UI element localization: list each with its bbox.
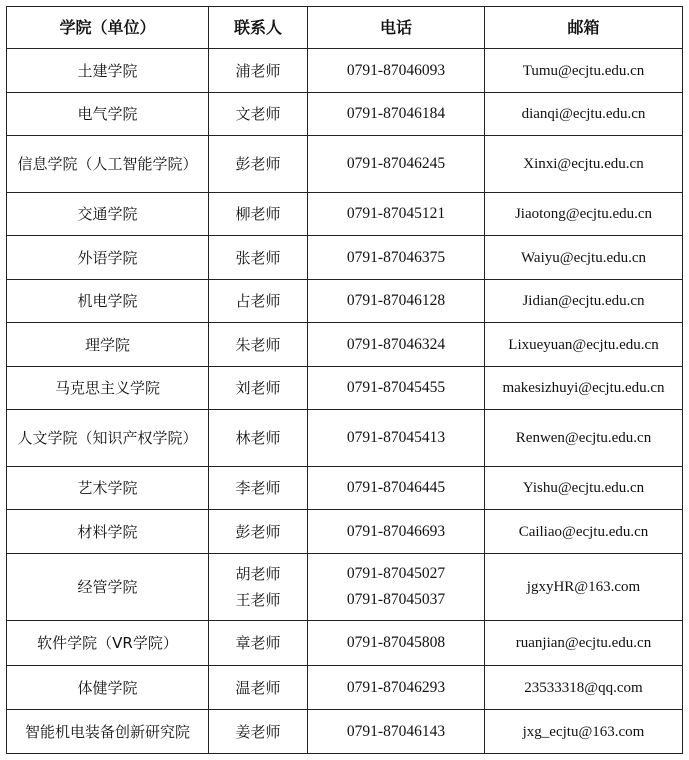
phone-cell [308, 467, 485, 510]
email-cell: Renwen@ecjtu.edu.cn [485, 410, 683, 467]
phone-number: 0791-87046093 [346, 61, 446, 79]
phone-number: 0791-87045027 [346, 565, 446, 582]
college-cell: 外语学院 [7, 236, 209, 280]
contact-name: 刘老师 [235, 379, 281, 397]
table-row [7, 193, 683, 236]
email-cell: Tumu@ecjtu.edu.cn [485, 49, 683, 93]
contact-name: 姜老师 [235, 722, 281, 741]
email-cell: jgxyHR@163.com [485, 554, 683, 621]
phone-number: 0791-87045413 [346, 429, 446, 446]
phone-cell [308, 280, 485, 323]
phone-cell [308, 323, 485, 367]
college-cell: 材料学院 [7, 510, 209, 554]
phone-number: 0791-87045808 [346, 634, 446, 651]
table-row [7, 467, 683, 510]
contact-name: 彭老师 [235, 522, 281, 541]
contact-cell [209, 510, 308, 554]
contact-cell [209, 621, 308, 666]
contact-name: 王老师 [235, 591, 281, 609]
contact-name: 温老师 [235, 678, 281, 697]
contact-name: 张老师 [235, 248, 281, 267]
email-cell: ruanjian@ecjtu.edu.cn [485, 621, 683, 666]
college-cell: 电气学院 [7, 93, 209, 136]
phone-number: 0791-87046324 [346, 335, 446, 353]
college-cell: 人文学院（知识产权学院） [7, 410, 209, 467]
college-cell: 机电学院 [7, 280, 209, 323]
header-college: 学院（单位） [7, 7, 209, 49]
phone-number: 0791-87046128 [346, 292, 446, 309]
table-row [7, 236, 683, 280]
phone-cell [308, 621, 485, 666]
contact-cell [209, 136, 308, 193]
email-cell: jxg_ecjtu@163.com [485, 710, 683, 754]
college-cell: 智能机电装备创新研究院 [7, 710, 209, 754]
contact-cell [209, 193, 308, 236]
email-cell: Yishu@ecjtu.edu.cn [485, 467, 683, 510]
contact-cell [209, 323, 308, 367]
phone-cell [308, 510, 485, 554]
phone-cell [308, 367, 485, 410]
contact-name: 林老师 [235, 429, 281, 447]
contact-cell [209, 467, 308, 510]
contact-table-container [6, 6, 682, 754]
phone-number: 0791-87046375 [346, 248, 446, 266]
email-cell: Xinxi@ecjtu.edu.cn [485, 136, 683, 193]
phone-cell [308, 193, 485, 236]
college-contact-table [6, 6, 683, 754]
contact-cell [209, 410, 308, 467]
table-row [7, 49, 683, 93]
contact-name: 柳老师 [235, 205, 281, 223]
phone-number: 0791-87045037 [346, 591, 446, 608]
college-cell: 信息学院（人工智能学院） [7, 136, 209, 193]
table-row [7, 621, 683, 666]
contact-cell [209, 554, 308, 621]
phone-cell [308, 710, 485, 754]
contact-name: 朱老师 [235, 335, 281, 354]
table-row [7, 710, 683, 754]
college-cell: 软件学院（VR学院） [7, 621, 209, 666]
phone-cell [308, 93, 485, 136]
contact-cell [209, 280, 308, 323]
contact-name: 彭老师 [235, 155, 281, 173]
phone-cell [308, 554, 485, 621]
contact-cell [209, 93, 308, 136]
contact-name: 李老师 [235, 479, 281, 497]
contact-name: 胡老师 [235, 565, 281, 583]
phone-number: 0791-87046445 [346, 479, 446, 496]
table-row [7, 136, 683, 193]
email-cell: Jidian@ecjtu.edu.cn [485, 280, 683, 323]
table-row [7, 666, 683, 710]
table-row [7, 323, 683, 367]
phone-cell [308, 410, 485, 467]
table-row [7, 367, 683, 410]
phone-cell [308, 236, 485, 280]
phone-number: 0791-87045121 [346, 205, 446, 222]
contact-name: 占老师 [235, 292, 281, 310]
header-email: 邮箱 [485, 7, 683, 49]
college-cell: 经管学院 [7, 554, 209, 621]
table-row [7, 510, 683, 554]
table-body [7, 49, 683, 754]
college-cell: 理学院 [7, 323, 209, 367]
email-cell: Jiaotong@ecjtu.edu.cn [485, 193, 683, 236]
email-cell: Waiyu@ecjtu.edu.cn [485, 236, 683, 280]
table-header-row [7, 7, 683, 49]
contact-name: 浦老师 [235, 61, 281, 80]
header-contact: 联系人 [209, 7, 308, 49]
table-row [7, 410, 683, 467]
phone-cell [308, 666, 485, 710]
college-cell: 艺术学院 [7, 467, 209, 510]
contact-cell [209, 367, 308, 410]
contact-name: 章老师 [235, 634, 281, 652]
phone-number: 0791-87046245 [346, 155, 446, 172]
table-row [7, 280, 683, 323]
email-cell: makesizhuyi@ecjtu.edu.cn [485, 367, 683, 410]
phone-number: 0791-87046693 [346, 522, 446, 540]
email-cell: Cailiao@ecjtu.edu.cn [485, 510, 683, 554]
contact-cell [209, 666, 308, 710]
phone-cell [308, 49, 485, 93]
phone-number: 0791-87046143 [346, 722, 446, 740]
contact-cell [209, 49, 308, 93]
college-cell: 土建学院 [7, 49, 209, 93]
contact-name: 文老师 [235, 105, 281, 123]
college-cell: 马克思主义学院 [7, 367, 209, 410]
contact-cell [209, 710, 308, 754]
table-row [7, 554, 683, 621]
phone-number: 0791-87046184 [346, 105, 446, 122]
table-row [7, 93, 683, 136]
college-cell: 交通学院 [7, 193, 209, 236]
phone-cell [308, 136, 485, 193]
email-cell: 23533318@qq.com [485, 666, 683, 710]
phone-number: 0791-87046293 [346, 678, 446, 696]
email-cell: dianqi@ecjtu.edu.cn [485, 93, 683, 136]
college-cell: 体健学院 [7, 666, 209, 710]
phone-number: 0791-87045455 [346, 379, 446, 396]
contact-cell [209, 236, 308, 280]
email-cell: Lixueyuan@ecjtu.edu.cn [485, 323, 683, 367]
header-phone: 电话 [308, 7, 485, 49]
